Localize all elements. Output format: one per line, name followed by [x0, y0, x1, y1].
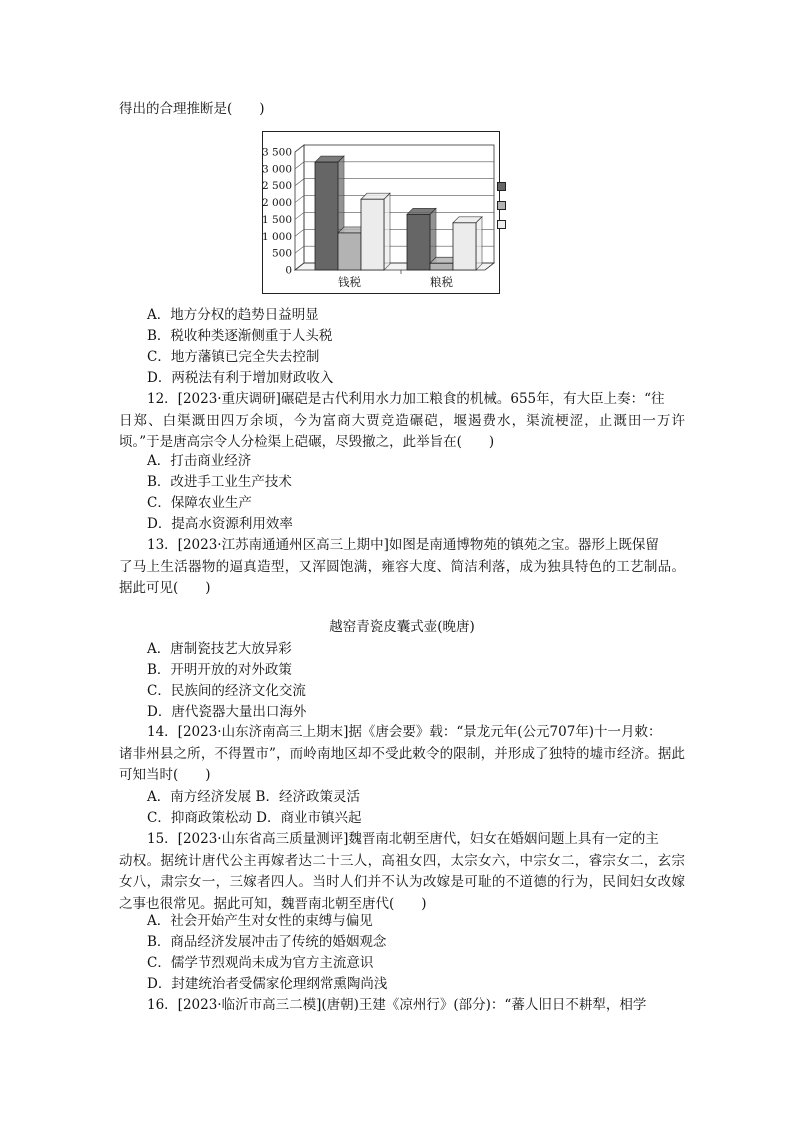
q11-option-b[interactable]: B．税收种类逐渐侧重于人头税: [147, 328, 333, 344]
y-tick-label: 1 500: [262, 213, 292, 226]
y-tick-label: 3 000: [262, 163, 292, 176]
q16-stem-first: 16．[2023·临沂市高三二模](唐朝)王建《凉州行》(部分)：“蕃人旧日不耕犁，相学: [147, 997, 647, 1013]
q14-stem-rest: 诸非州县之所，不得置市”，而岭南地区却不受此敕令的限制，并形成了独特的墟市经济。据此可知当时( ): [119, 745, 685, 783]
q12-stem: [119, 389, 685, 454]
y-tick-label: 2 000: [262, 197, 292, 210]
q14-stem: [119, 722, 685, 787]
q12-option-a[interactable]: A．打击商业经济: [147, 453, 252, 469]
x-tick-label: 钱税: [338, 275, 361, 289]
q13-option-b[interactable]: B．开明开放的对外政策: [147, 662, 292, 678]
q14-options-cd[interactable]: C．抑商政策松动 D．商业市镇兴起: [147, 810, 362, 826]
q15-stem-rest: 动权。据统计唐代公主再嫁者达二十三人，高祖女四，太宗女六，中宗女二，睿宗女二，玄宗女八，肃宗女一，三嫁者四人。当时人们并不认为改嫁是可耻的不道德的行为，民间妇女改嫁之事也很常见。据此可知，魏晋南北朝至唐代( ): [119, 852, 685, 912]
q12-stem-first: 12．[2023·重庆调研]碾硙是古代利用水力加工粮食的机械。655年，有大臣上奏：“往: [147, 391, 665, 407]
legend-swatch-central: [497, 201, 506, 210]
q12-stem-rest: 日郑、白渠溉田四万余顷，今为富商大贾竞造碾硙，堰遏费水，渠流梗涩，止溉田一万许顷。”于是唐高宗令人分检渠上硙碾，尽毁撤之，此举旨在( ): [119, 412, 685, 450]
q11-option-d[interactable]: D．两税法有利于增加财政收入: [147, 370, 334, 386]
legend-item-local: [497, 217, 509, 236]
q15-option-d[interactable]: D．封建统治者受儒家伦理纲常熏陶尚浅: [147, 976, 388, 992]
chart-left-wall: [295, 145, 304, 270]
q12-option-b[interactable]: B．改进手工业生产技术: [147, 474, 292, 490]
chart-legend-html: [497, 179, 509, 236]
q11-option-a[interactable]: A．地方分权的趋势日益明显: [147, 307, 319, 323]
y-tick-label: 500: [271, 247, 292, 260]
bar-side: [476, 217, 482, 270]
q11-option-c[interactable]: C．地方藩镇已完全失去控制: [147, 349, 320, 365]
q12-option-d[interactable]: D．提高水资源利用效率: [147, 516, 293, 532]
q13-option-c[interactable]: C．民族间的经济文化交流: [147, 683, 306, 699]
q13-option-a[interactable]: A．唐制瓷技艺大放异彩: [147, 641, 292, 657]
q13-stem-rest: 了马上生活器物的逼真造型，又浑圆饱满，雍容大度、简洁利落，成为独具特色的工艺制品。据此可见( ): [119, 558, 685, 596]
bar: [315, 162, 338, 270]
q15-stem-first: 15．[2023·山东省高三质量测评]魏晋南北朝至唐代，妇女在婚姻问题上具有一定的主: [147, 831, 659, 847]
legend-item-central: [497, 198, 509, 217]
q16-stem: [119, 995, 685, 1017]
q15-option-a[interactable]: A．社会开始产生对女性的束缚与偏见: [147, 913, 373, 929]
q15-stem: [119, 829, 685, 915]
bar: [430, 263, 453, 270]
y-tick-label: 0: [285, 264, 292, 277]
x-tick-label: 粮税: [430, 275, 453, 289]
legend-item-total: [497, 179, 509, 198]
q13-stem: [119, 535, 685, 600]
bar: [407, 214, 430, 270]
y-tick-label: 2 500: [262, 180, 292, 193]
y-tick-label: 1 000: [262, 230, 292, 243]
y-tick-label: 3 500: [262, 146, 292, 159]
q15-option-c[interactable]: C．儒学节烈观尚未成为官方主流意识: [147, 955, 374, 971]
q14-stem-first: 14．[2023·山东济南高三上期末]据《唐会要》载：“景龙元年(公元707年)十一月敕：: [147, 724, 662, 740]
q13-stem-first: 13．[2023·江苏南通通州区高三上期中]如图是南通博物苑的镇苑之宝。器形上既保留: [147, 537, 659, 553]
bar-side: [384, 193, 390, 270]
legend-swatch-local: [497, 220, 506, 229]
q14-options-ab[interactable]: A．南方经济发展 B．经济政策灵活: [147, 789, 360, 805]
legend-swatch-total: [497, 182, 506, 191]
question-intro: 得出的合理推断是( ): [119, 101, 265, 117]
q13-image-caption: 越窑青瓷皮囊式壶(晚唐): [329, 619, 475, 635]
q15-option-b[interactable]: B．商品经济发展冲击了传统的婚姻观念: [147, 934, 387, 950]
tax-bar-chart: [262, 131, 500, 294]
q13-option-d[interactable]: D．唐代瓷器大量出口海外: [147, 704, 307, 720]
bar: [338, 233, 361, 270]
q12-option-c[interactable]: C．保障农业生产: [147, 495, 252, 511]
bar: [453, 223, 476, 270]
bar: [361, 199, 384, 270]
